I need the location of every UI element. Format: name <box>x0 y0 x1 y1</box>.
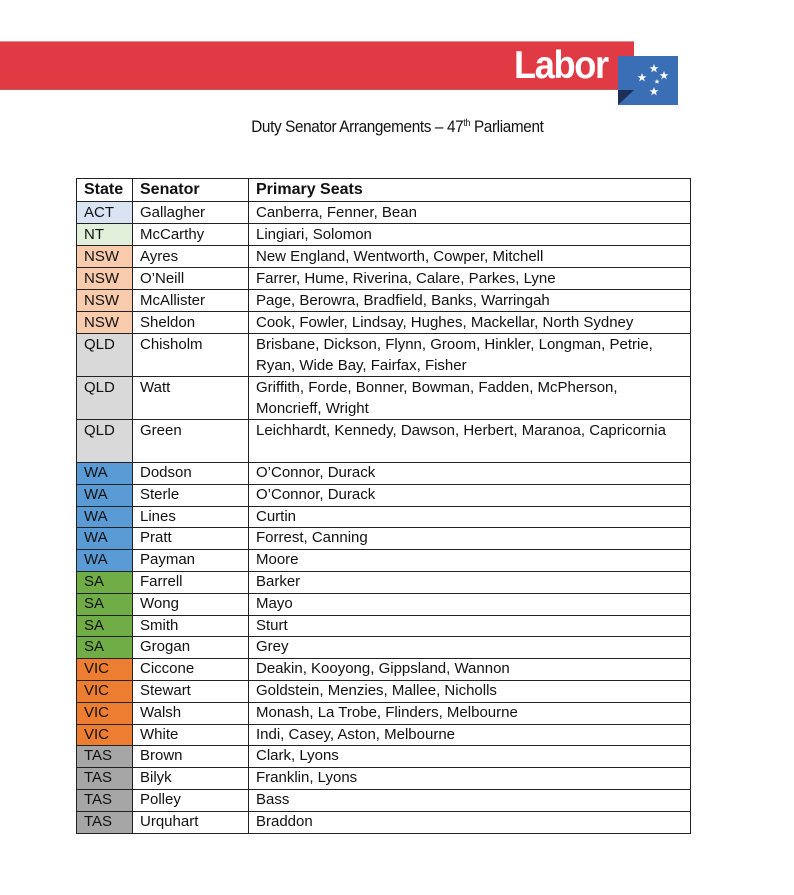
senator-cell: Chisholm <box>133 334 249 377</box>
seats-cell: Barker <box>249 571 691 593</box>
seats-cell: Goldstein, Menzies, Mallee, Nicholls <box>249 680 691 702</box>
senator-cell: Wong <box>133 593 249 615</box>
table-row <box>77 768 691 790</box>
table-row <box>77 789 691 811</box>
seats-cell: O’Connor, Durack <box>249 463 691 485</box>
seats-cell: New England, Wentworth, Cowper, Mitchell <box>249 246 691 268</box>
seats-cell: Bass <box>249 789 691 811</box>
table-row <box>77 224 691 246</box>
senator-cell: O’Neill <box>133 268 249 290</box>
table-row <box>77 334 691 377</box>
seats-cell: Lingiari, Solomon <box>249 224 691 246</box>
senator-cell: Green <box>133 420 249 463</box>
state-cell: QLD <box>77 420 133 463</box>
table-row <box>77 746 691 768</box>
seats-cell: Farrer, Hume, Riverina, Calare, Parkes, Lyne <box>249 268 691 290</box>
state-cell: WA <box>77 463 133 485</box>
seats-cell: Brisbane, Dickson, Flynn, Groom, Hinkler, Longman, Petrie, Ryan, Wide Bay, Fairfax, Fisher <box>249 334 691 377</box>
state-cell: SA <box>77 593 133 615</box>
state-cell: NSW <box>77 312 133 334</box>
table-row <box>77 637 691 659</box>
title-suffix: Parliament <box>469 117 544 136</box>
state-cell: NSW <box>77 246 133 268</box>
state-cell: SA <box>77 571 133 593</box>
senator-cell: Sheldon <box>133 312 249 334</box>
title-prefix: Duty Senator Arrangements – 47 <box>250 117 463 136</box>
seats-cell: Grey <box>249 637 691 659</box>
senator-cell: Lines <box>133 506 249 528</box>
seats-cell: O’Connor, Durack <box>249 484 691 506</box>
state-cell: WA <box>77 550 133 572</box>
table-row <box>77 506 691 528</box>
seats-cell: Sturt <box>249 615 691 637</box>
senator-cell: Ayres <box>133 246 249 268</box>
seats-cell: Curtin <box>249 506 691 528</box>
table-row <box>77 571 691 593</box>
state-cell: VIC <box>77 680 133 702</box>
state-cell: VIC <box>77 702 133 724</box>
document-title <box>0 115 794 139</box>
state-cell: NT <box>77 224 133 246</box>
seats-cell: Griffith, Forde, Bonner, Bowman, Fadden, McPherson, Moncrieff, Wright <box>249 377 691 420</box>
table-row <box>77 615 691 637</box>
state-cell: VIC <box>77 659 133 681</box>
table-row <box>77 246 691 268</box>
state-cell: TAS <box>77 789 133 811</box>
seats-cell: Leichhardt, Kennedy, Dawson, Herbert, Maranoa, Capricornia <box>249 420 691 463</box>
senator-cell: Ciccone <box>133 659 249 681</box>
table-row <box>77 484 691 506</box>
table-row <box>77 550 691 572</box>
senator-cell: Payman <box>133 550 249 572</box>
state-cell: WA <box>77 506 133 528</box>
senator-cell: Watt <box>133 377 249 420</box>
table-row <box>77 811 691 833</box>
senator-cell: McCarthy <box>133 224 249 246</box>
senator-cell: Polley <box>133 789 249 811</box>
table-row <box>77 593 691 615</box>
table-row <box>77 312 691 334</box>
state-cell: ACT <box>77 202 133 224</box>
table-row <box>77 680 691 702</box>
senator-cell: Urquhart <box>133 811 249 833</box>
seats-cell: Braddon <box>249 811 691 833</box>
seats-cell: Clark, Lyons <box>249 746 691 768</box>
table-row <box>77 528 691 550</box>
table-row <box>77 724 691 746</box>
senator-cell: Walsh <box>133 702 249 724</box>
seats-cell: Indi, Casey, Aston, Melbourne <box>249 724 691 746</box>
column-header-state: State <box>77 179 133 202</box>
senator-cell: Sterle <box>133 484 249 506</box>
senator-cell: Farrell <box>133 571 249 593</box>
state-cell: SA <box>77 615 133 637</box>
state-cell: VIC <box>77 724 133 746</box>
table-row <box>77 268 691 290</box>
state-cell: NSW <box>77 290 133 312</box>
table-row <box>77 202 691 224</box>
senator-cell: Pratt <box>133 528 249 550</box>
seats-cell: Forrest, Canning <box>249 528 691 550</box>
state-cell: TAS <box>77 768 133 790</box>
state-cell: QLD <box>77 377 133 420</box>
labor-logo-text: Labor <box>514 44 608 87</box>
state-cell: TAS <box>77 811 133 833</box>
southern-cross-flag-icon <box>618 56 678 105</box>
state-cell: WA <box>77 484 133 506</box>
senator-cell: Smith <box>133 615 249 637</box>
seats-cell: Monash, La Trobe, Flinders, Melbourne <box>249 702 691 724</box>
column-header-senator: Senator <box>133 179 249 202</box>
duty-senator-table <box>76 178 691 834</box>
seats-cell: Mayo <box>249 593 691 615</box>
seats-cell: Moore <box>249 550 691 572</box>
seats-cell: Canberra, Fenner, Bean <box>249 202 691 224</box>
table-row <box>77 702 691 724</box>
senator-cell: Stewart <box>133 680 249 702</box>
table-row <box>77 290 691 312</box>
senator-cell: McAllister <box>133 290 249 312</box>
senator-cell: Bilyk <box>133 768 249 790</box>
table-row <box>77 377 691 420</box>
title-superscript: th <box>462 118 470 129</box>
senator-cell: Gallagher <box>133 202 249 224</box>
state-cell: SA <box>77 637 133 659</box>
state-cell: WA <box>77 528 133 550</box>
seats-cell: Cook, Fowler, Lindsay, Hughes, Mackellar, North Sydney <box>249 312 691 334</box>
seats-cell: Franklin, Lyons <box>249 768 691 790</box>
senator-cell: Brown <box>133 746 249 768</box>
state-cell: TAS <box>77 746 133 768</box>
senator-cell: Dodson <box>133 463 249 485</box>
senator-cell: White <box>133 724 249 746</box>
state-cell: QLD <box>77 334 133 377</box>
seats-cell: Deakin, Kooyong, Gippsland, Wannon <box>249 659 691 681</box>
table-header-row <box>77 179 691 202</box>
table-row <box>77 463 691 485</box>
seats-cell: Page, Berowra, Bradfield, Banks, Warringah <box>249 290 691 312</box>
column-header-primary-seats: Primary Seats <box>249 179 691 202</box>
senator-cell: Grogan <box>133 637 249 659</box>
table-row <box>77 420 691 463</box>
state-cell: NSW <box>77 268 133 290</box>
table-row <box>77 659 691 681</box>
